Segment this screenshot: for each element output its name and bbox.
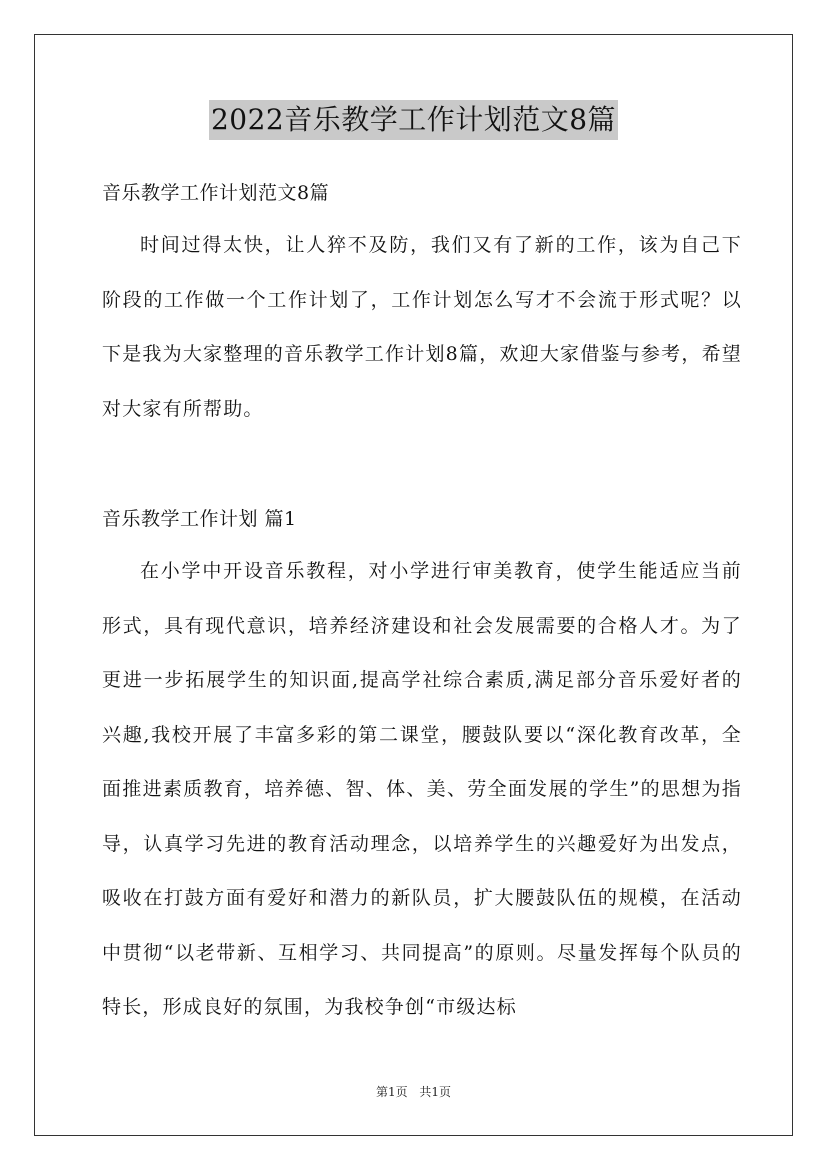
document-body — [102, 168, 742, 1035]
section-spacer — [102, 436, 742, 494]
section-paragraph: 在小学中开设音乐教程，对小学进行审美教育，使学生能适应当前形式，具有现代意识，培养经济建设和社会发展需要的合格人才。为了更进一步拓展学生的知识面,提高学社综合素质,满足部分音乐爱好者的兴趣,我校开展了丰富多彩的第二课堂，腰鼓队要以“深化教育改革，全面推进素质教育，培养德、智、体、美、劳全面发展的学生”的思想为指导，认真学习先进的教育活动理念，以培养学生的兴趣爱好为出发点，吸收在打鼓方面有爱好和潜力的新队员，扩大腰鼓队伍的规模，在活动中贯彻“以老带新、互相学习、共同提高”的原则。尽量发挥每个队员的特长，形成良好的氛围，为我校争创“市级达标 — [102, 560, 742, 1018]
document-title: 2022音乐教学工作计划范文8篇 — [209, 100, 618, 140]
page-number-current: 第1页 — [375, 1085, 408, 1099]
title-area — [0, 100, 827, 140]
page-footer — [0, 1083, 827, 1100]
page-number-total: 共1页 — [419, 1085, 452, 1099]
intro-paragraph: 时间过得太快，让人猝不及防，我们又有了新的工作，该为自己下阶段的工作做一个工作计划了，工作计划怎么写才不会流于形式呢？以下是我为大家整理的音乐教学工作计划8篇，欢迎大家借鉴与参考，希望对大家有所帮助。 — [102, 234, 742, 420]
section-heading: 音乐教学工作计划 篇1 — [102, 508, 297, 530]
document-subtitle: 音乐教学工作计划范文8篇 — [102, 182, 330, 204]
